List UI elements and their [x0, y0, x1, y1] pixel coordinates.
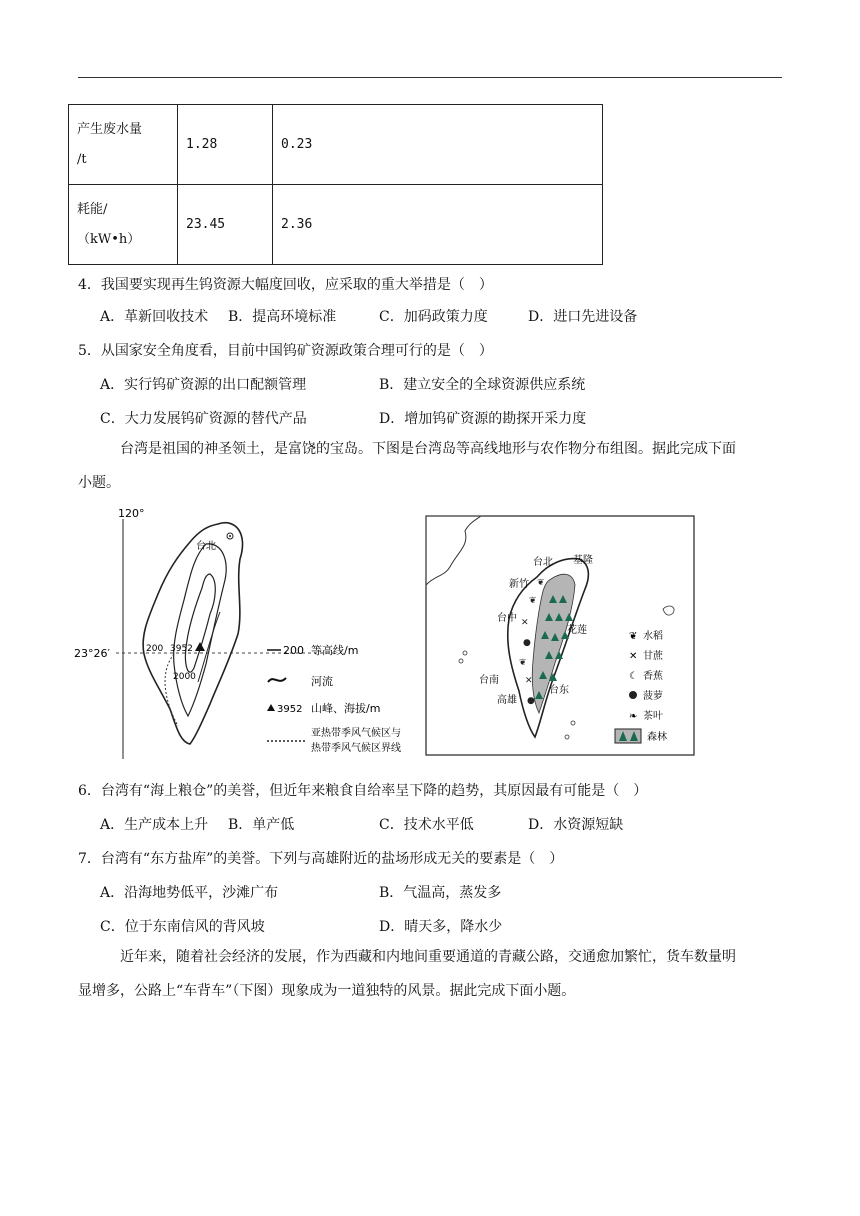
- banana-icon: ☾: [629, 671, 638, 682]
- question-5-option-d: D．增加钨矿资源的勘探开采力度: [379, 411, 587, 427]
- question-4-option-a: A．革新回收技术: [100, 309, 209, 325]
- city-taichung: 台中: [497, 613, 517, 624]
- question-6-option-d: D．水资源短缺: [528, 817, 624, 833]
- question-6-option-a: A．生产成本上升: [100, 817, 209, 833]
- contour-200: [174, 544, 227, 716]
- header-rule: [78, 77, 782, 78]
- legend-contour: 等高线/m: [311, 644, 359, 657]
- question-7-option-c: C．位于东南信风的背风坡: [100, 919, 265, 935]
- table-cell-label: 产生废水量 /t: [69, 105, 178, 185]
- table-cell: 0.23: [273, 105, 603, 185]
- question-7-stem: 7．台湾有“东方盐库”的美誉。下列与高雄附近的盐场形成无关的要素是（ ）: [78, 851, 564, 867]
- peak-icon: [195, 642, 205, 651]
- peak-value-label: 3952: [170, 644, 193, 654]
- question-7-option-b: B．气温高，蒸发多: [379, 885, 502, 901]
- table-row: [69, 185, 603, 265]
- data-table: [68, 104, 603, 265]
- city-taipei: 台北: [196, 541, 216, 552]
- table-cell: 1.28: [178, 105, 273, 185]
- svg-text:❦: ❦: [519, 658, 527, 668]
- question-5-stem: 5．从国家安全角度看，目前中国钨矿资源政策合理可行的是（ ）: [78, 343, 493, 359]
- contour-2000: [185, 574, 215, 672]
- svg-text:❦: ❦: [537, 578, 545, 588]
- legend-peak-value: 3952: [277, 704, 303, 715]
- passage-qinghai-line2: 显增多，公路上“车背车”（下图）现象成为一道独特的风景。据此完成下面小题。: [78, 983, 576, 999]
- svg-text:●: ●: [523, 638, 531, 648]
- city-keelung: 基隆: [573, 555, 593, 566]
- longitude-label: 120°: [118, 507, 145, 520]
- rice-icon: ❦: [629, 631, 638, 642]
- question-7-option-a: A．沿海地势低平，沙滩广布: [100, 885, 279, 901]
- latitude-label: 23°26′: [74, 647, 110, 660]
- question-4-option-b: B．提高环境标准: [228, 309, 337, 325]
- city-hsinchu: 新竹: [509, 579, 529, 590]
- peak-legend-icon: [267, 704, 275, 711]
- passage-taiwan-line1: 台湾是祖国的神圣领土，是富饶的宝岛。下图是台湾岛等高线地形与农作物分布组图。据此完成下面: [120, 441, 736, 457]
- island-outline: [143, 523, 242, 744]
- contour-label-200: 200: [146, 644, 164, 654]
- svg-text:●: ●: [527, 696, 535, 706]
- legend-boundary-line1: 亚热带季风气候区与: [311, 728, 401, 739]
- pineapple-icon: [629, 691, 637, 699]
- svg-text:❦: ❦: [529, 596, 537, 606]
- question-7-option-d: D．晴天多，降水少: [379, 919, 503, 935]
- legend-river: 河流: [311, 675, 333, 688]
- legend-tea: 茶叶: [643, 711, 663, 722]
- passage-qinghai-line1: 近年来，随着社会经济的发展，作为西藏和内地间重要通道的青藏公路，交通愈加繁忙，货车数量明: [120, 949, 736, 965]
- question-6-option-b: B．单产低: [228, 817, 295, 833]
- legend-pineapple: 菠萝: [643, 691, 663, 702]
- passage-taiwan-line2: 小题。: [78, 475, 120, 491]
- question-5-option-c: C．大力发展钨矿资源的替代产品: [100, 411, 307, 427]
- question-6-option-c: C．技术水平低: [379, 817, 474, 833]
- question-4-option-c: C．加码政策力度: [379, 309, 488, 325]
- svg-text:✕: ✕: [521, 618, 529, 628]
- legend-peak: 山峰、海拔/m: [311, 702, 381, 715]
- question-5-option-b: B．建立安全的全球资源供应系统: [379, 377, 586, 393]
- legend-banana: 香蕉: [643, 671, 663, 682]
- sugarcane-icon: ✕: [629, 651, 638, 662]
- table-cell-label: 耗能/ （kW•h）: [69, 185, 178, 265]
- taiwan-crop-map: [425, 515, 697, 757]
- legend-rice: 水稻: [643, 631, 663, 642]
- legend-contour-value: 200: [283, 644, 304, 657]
- tea-icon: ❧: [629, 711, 638, 722]
- city-kaohsiung: 高雄: [497, 695, 517, 706]
- legend-forest: 森林: [647, 732, 667, 743]
- table-cell: 2.36: [273, 185, 603, 265]
- question-5-option-a: A．实行钨矿资源的出口配额管理: [100, 377, 307, 393]
- question-4-option-d: D．进口先进设备: [528, 309, 638, 325]
- table-row: [69, 105, 603, 185]
- question-4-stem: 4．我国要实现再生钨资源大幅度回收，应采取的重大举措是（ ）: [78, 277, 493, 293]
- question-6-stem: 6．台湾有“海上粮仓”的美誉，但近年来粮食自给率呈下降的趋势，其原因最有可能是（ ）: [78, 783, 648, 799]
- svg-text:✕: ✕: [525, 676, 533, 686]
- city-taitung: 台东: [549, 685, 569, 696]
- taiwan-contour-map: [74, 504, 401, 764]
- contour-label-2000: 2000: [173, 672, 196, 682]
- table-cell: 23.45: [178, 185, 273, 265]
- city-hualien: 花莲: [567, 625, 587, 636]
- city-tainan: 台南: [479, 675, 499, 686]
- city-taipei: 台北: [533, 557, 553, 568]
- legend-sugarcane: 甘蔗: [643, 651, 663, 662]
- river-legend-icon: [268, 678, 286, 682]
- legend-boundary-line2: 热带季风气候区界线: [311, 743, 401, 754]
